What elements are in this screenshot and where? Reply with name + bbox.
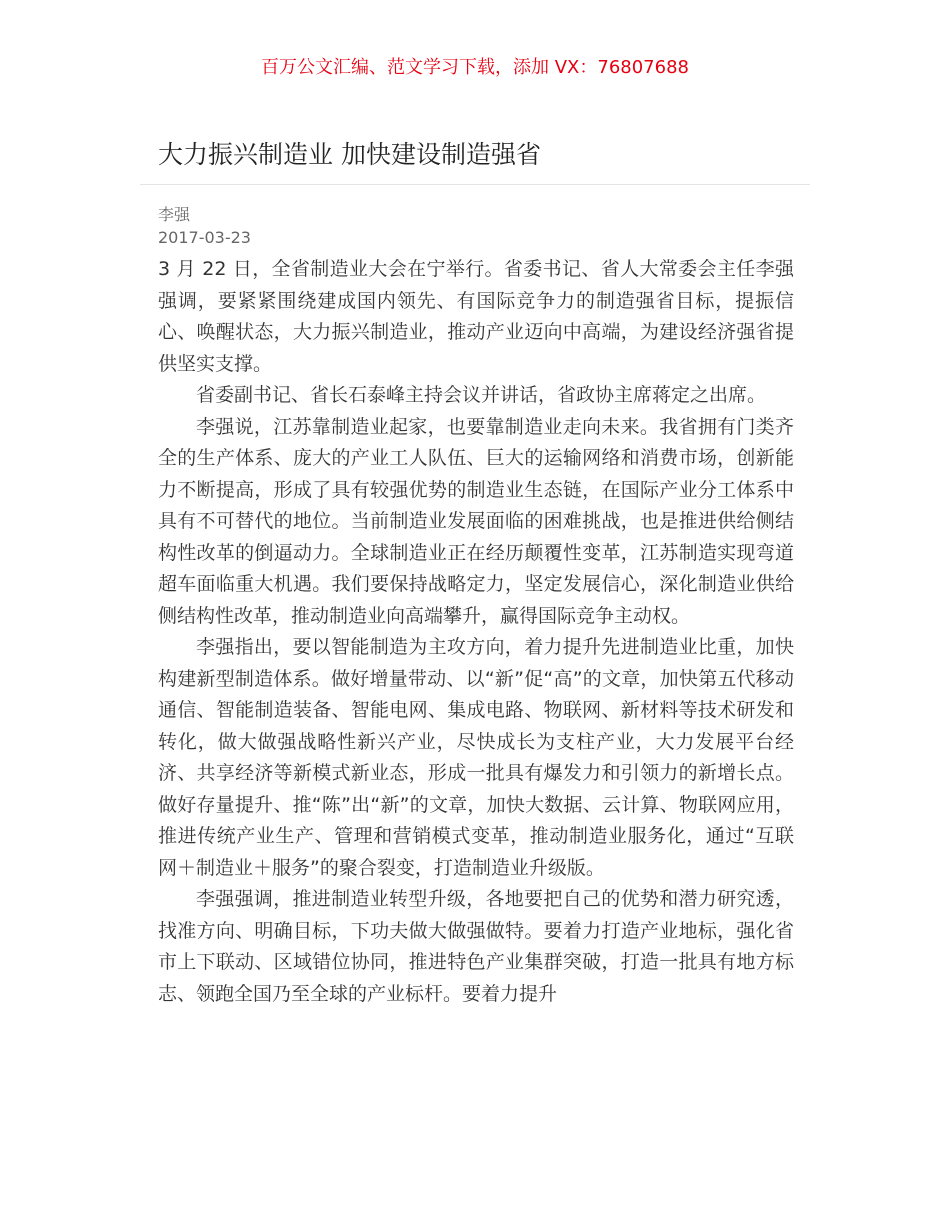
article-paragraph: 李强强调，推进制造业转型升级，各地要把自己的优势和潜力研究透，找准方向、明确目标，下功夫做大做强做特。要着力打造产业地标，强化省市上下联动、区域错位协同，推进特色产业集群突破，打造一批具有地方标志、领跑全国乃至全球的产业标杆。要着力提升 (158, 888, 794, 1005)
article-author: 李强 (158, 205, 191, 224)
article-body (158, 254, 794, 1010)
promo-banner: 百万公文汇编、范文学习下载，添加 VX：76807688 (261, 57, 689, 78)
article-paragraph: 李强指出，要以智能制造为主攻方向，着力提升先进制造业比重，加快构建新型制造体系。做好增量带动、以“新”促“高”的文章，加快第五代移动通信、智能制造装备、智能电网、集成电路、物联网、新材料等技术研发和转化，做大做强战略性新兴产业，尽快成长为支柱产业，大力发展平台经济、共享经济等新模式新业态，形成一批具有爆发力和引领力的新增长点。做好存量提升、推“陈”出“新”的文章，加快大数据、云计算、物联网应用，推进传统产业生产、管理和营销模式变革，推动制造业服务化，通过“互联网＋制造业＋服务”的聚合裂变，打造制造业升级版。 (158, 636, 794, 879)
article-date: 2017-03-23 (158, 228, 251, 247)
article-paragraph: 3 月 22 日，全省制造业大会在宁举行。省委书记、省人大常委会主任李强强调，要紧紧围绕建成国内领先、有国际竞争力的制造强省目标，提振信心、唤醒状态，大力振兴制造业，推动产业迈向中高端，为建设经济强省提供坚实支撑。 (158, 258, 794, 375)
article-paragraph: 省委副书记、省长石泰峰主持会议并讲话，省政协主席蒋定之出席。 (196, 384, 767, 406)
article-paragraph: 李强说，江苏靠制造业起家，也要靠制造业走向未来。我省拥有门类齐全的生产体系、庞大的产业工人队伍、巨大的运输网络和消费市场，创新能力不断提高，形成了具有较强优势的制造业生态链，在国际产业分工体系中具有不可替代的地位。当前制造业发展面临的困难挑战，也是推进供给侧结构性改革的倒逼动力。全球制造业正在经历颠覆性变革，江苏制造实现弯道超车面临重大机遇。我们要保持战略定力，坚定发展信心，深化制造业供给侧结构性改革，推动制造业向高端攀升，赢得国际竞争主动权。 (158, 415, 794, 627)
article-title: 大力振兴制造业 加快建设制造强省 (158, 140, 541, 169)
title-divider (140, 184, 810, 185)
